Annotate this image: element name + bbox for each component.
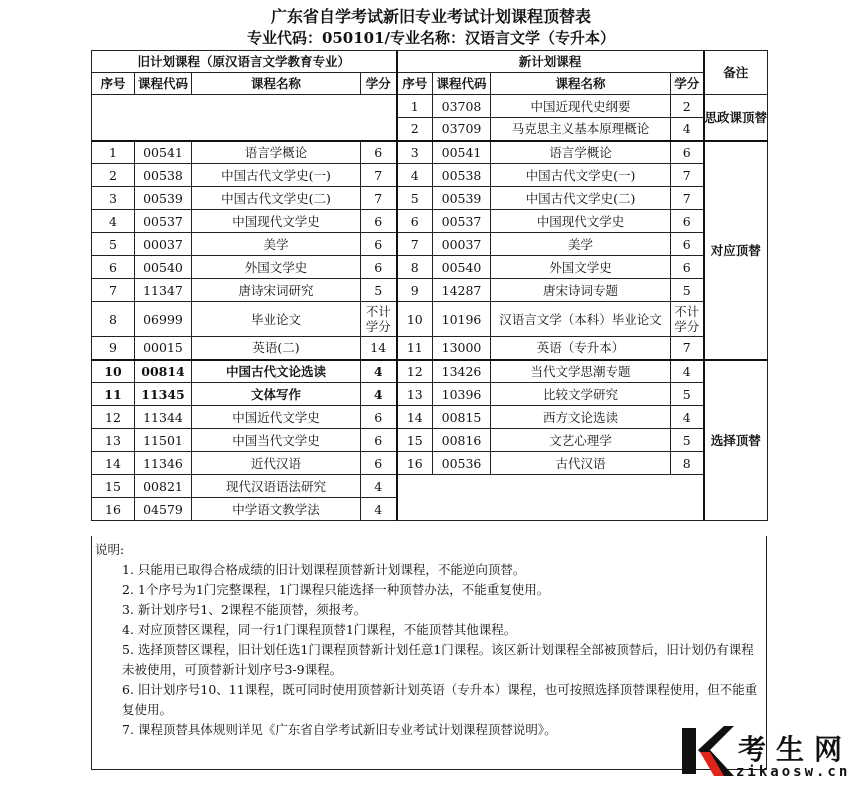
old-name-cell: 唐诗宋词研究: [192, 279, 361, 302]
new-seq-cell: 14: [397, 406, 433, 429]
remark-direct-cell: 对应顶替: [704, 141, 768, 360]
new-code-cell: 00538: [433, 164, 491, 187]
new-credit-cell: 5: [671, 383, 704, 406]
new-seq-cell: 9: [397, 279, 433, 302]
new-seq-cell: 10: [397, 302, 433, 337]
table-row: [92, 383, 768, 406]
note-item: 4. 对应顶替区课程，同一行1门课程顶替1门课程，不能顶替其他课程。: [122, 622, 517, 637]
old-name-cell: 中国当代文学史: [192, 429, 361, 452]
old-seq-cell: 15: [92, 475, 135, 498]
old-code-cell: 00538: [135, 164, 192, 187]
old-credit-cell: 7: [361, 187, 397, 210]
old-code-cell: 11501: [135, 429, 192, 452]
new-name-cell: 比较文学研究: [491, 383, 671, 406]
new-code-cell: 00541: [433, 141, 491, 164]
new-plan-header: 新计划课程: [397, 51, 704, 73]
table-row: [92, 187, 768, 210]
old-credit-cell: 6: [361, 256, 397, 279]
new-seq-cell: 6: [397, 210, 433, 233]
old-seq-cell: 11: [92, 383, 135, 406]
new-code-cell: 00539: [433, 187, 491, 210]
notes-label: 说明:: [95, 542, 125, 557]
old-plan-header: 旧计划课程（原汉语言文学教育专业）: [92, 51, 397, 73]
table-row: [92, 233, 768, 256]
note-item: 5. 选择顶替区课程，旧计划任选1门课程顶替新计划任意1门课程。该区新计划课程全部被顶替后，旧计划仍有课程未被使用，可顶替新计划序号3-9课程。: [122, 642, 754, 677]
new-name-cell: 中国古代文学史(一): [491, 164, 671, 187]
old-code-cell: 11344: [135, 406, 192, 429]
note-item: 6. 旧计划序号10、11课程，既可同时使用顶替新计划英语（专升本）课程，也可按照选择顶替课程使用，但不能重复使用。: [122, 682, 758, 717]
notes-section: [91, 536, 767, 770]
table-row: [92, 256, 768, 279]
old-credit-header: 学分: [361, 73, 397, 95]
new-name-cell: 汉语言文学（本科）毕业论文: [491, 302, 671, 337]
new-name-header: 课程名称: [491, 73, 671, 95]
new-seq-cell: 16: [397, 452, 433, 475]
old-credit-cell: 14: [361, 337, 397, 360]
new-code-cell: 14287: [433, 279, 491, 302]
old-credit-cell: 7: [361, 164, 397, 187]
new-credit-cell: 7: [671, 164, 704, 187]
new-credit-cell: 4: [671, 406, 704, 429]
old-name-header: 课程名称: [192, 73, 361, 95]
new-code-cell: 10396: [433, 383, 491, 406]
old-name-cell: 中学语文教学法: [192, 498, 361, 521]
old-seq-cell: 9: [92, 337, 135, 360]
old-credit-cell: 6: [361, 141, 397, 164]
new-name-cell: 美学: [491, 233, 671, 256]
new-name-cell: 马克思主义基本原理概论: [491, 118, 671, 141]
new-credit-cell: 5: [671, 429, 704, 452]
new-credit-cell: 8: [671, 452, 704, 475]
table-row: [92, 360, 768, 383]
old-seq-cell: 5: [92, 233, 135, 256]
table-row: [92, 141, 768, 164]
new-credit-cell: 6: [671, 233, 704, 256]
table-row: [92, 406, 768, 429]
new-seq-cell: 4: [397, 164, 433, 187]
new-credit-cell: 4: [671, 118, 704, 141]
new-code-cell: 03708: [433, 95, 491, 118]
remark-ideology-cell: 思政课顶替: [704, 95, 768, 141]
new-seq-cell: 5: [397, 187, 433, 210]
table-row: [92, 452, 768, 475]
table-row: [92, 210, 768, 233]
old-credit-cell: 4: [361, 475, 397, 498]
k-logo-icon: [680, 724, 734, 778]
new-seq-cell: 11: [397, 337, 433, 360]
old-seq-cell: 7: [92, 279, 135, 302]
old-credit-cell: 4: [361, 383, 397, 406]
old-name-cell: 中国古代文学史(一): [192, 164, 361, 187]
old-name-cell: 毕业论文: [192, 302, 361, 337]
old-seq-cell: 4: [92, 210, 135, 233]
old-code-cell: 11346: [135, 452, 192, 475]
new-code-cell: 00815: [433, 406, 491, 429]
new-seq-cell: 3: [397, 141, 433, 164]
new-code-cell: 00537: [433, 210, 491, 233]
logo-brand-text: 考生网: [738, 733, 853, 766]
old-seq-cell: 12: [92, 406, 135, 429]
old-seq-cell: 16: [92, 498, 135, 521]
new-name-cell: 古代汉语: [491, 452, 671, 475]
new-credit-cell: 4: [671, 360, 704, 383]
old-credit-cell: 6: [361, 210, 397, 233]
old-credit-cell: 不计学分: [361, 302, 397, 337]
old-name-cell: 中国古代文论选读: [192, 360, 361, 383]
table-row: [92, 279, 768, 302]
new-seq-cell: 12: [397, 360, 433, 383]
table-row: [92, 429, 768, 452]
new-code-cell: 10196: [433, 302, 491, 337]
new-seq-cell: 7: [397, 233, 433, 256]
old-name-cell: 近代汉语: [192, 452, 361, 475]
table-row: [92, 475, 768, 498]
note-item: 2. 1个序号为1门完整课程，1门课程只能选择一种顶替办法，不能重复使用。: [122, 582, 550, 597]
new-code-cell: 00536: [433, 452, 491, 475]
old-name-cell: 中国现代文学史: [192, 210, 361, 233]
new-seq-cell: 8: [397, 256, 433, 279]
old-seq-cell: 13: [92, 429, 135, 452]
old-code-cell: 00537: [135, 210, 192, 233]
new-credit-cell: 6: [671, 141, 704, 164]
old-code-cell: 04579: [135, 498, 192, 521]
old-credit-cell: 5: [361, 279, 397, 302]
table-row: [92, 164, 768, 187]
new-name-cell: 语言学概论: [491, 141, 671, 164]
new-name-cell: 当代文学思潮专题: [491, 360, 671, 383]
note-item: 7. 课程顶替具体规则详见《广东省自学考试新旧专业考试计划课程顶替说明》。: [122, 722, 557, 737]
old-seq-cell: 6: [92, 256, 135, 279]
old-code-cell: 00015: [135, 337, 192, 360]
old-code-cell: 00821: [135, 475, 192, 498]
new-code-cell: 13426: [433, 360, 491, 383]
old-name-cell: 语言学概论: [192, 141, 361, 164]
empty-new-cell: [397, 475, 704, 521]
table-row: [92, 337, 768, 360]
old-code-cell: 00539: [135, 187, 192, 210]
new-seq-cell: 2: [397, 118, 433, 141]
old-credit-cell: 6: [361, 452, 397, 475]
new-credit-cell: 2: [671, 95, 704, 118]
old-name-cell: 中国近代文学史: [192, 406, 361, 429]
page-subtitle: 专业代码：050101/专业名称：汉语言文学（专升本）: [246, 29, 616, 47]
old-code-cell: 00814: [135, 360, 192, 383]
new-name-cell: 唐宋诗词专题: [491, 279, 671, 302]
old-name-cell: 文体写作: [192, 383, 361, 406]
new-name-cell: 西方文论选读: [491, 406, 671, 429]
old-credit-cell: 6: [361, 233, 397, 256]
new-name-cell: 外国文学史: [491, 256, 671, 279]
new-code-cell: 00540: [433, 256, 491, 279]
new-seq-cell: 1: [397, 95, 433, 118]
old-name-cell: 美学: [192, 233, 361, 256]
note-item: 3. 新计划序号1、2课程不能顶替，须报考。: [122, 602, 367, 617]
old-credit-cell: 6: [361, 429, 397, 452]
remark-select-cell: 选择顶替: [704, 360, 768, 521]
notes-list: [92, 560, 766, 740]
old-code-cell: 00540: [135, 256, 192, 279]
new-code-cell: 03709: [433, 118, 491, 141]
old-code-cell: 00037: [135, 233, 192, 256]
substitution-table: [91, 50, 768, 521]
old-seq-cell: 8: [92, 302, 135, 337]
new-credit-cell: 6: [671, 256, 704, 279]
old-seq-cell: 10: [92, 360, 135, 383]
note-item: 1. 只能用已取得合格成绩的旧计划课程顶替新计划课程，不能逆向顶替。: [122, 562, 526, 577]
new-code-cell: 13000: [433, 337, 491, 360]
old-credit-cell: 4: [361, 360, 397, 383]
page-title: 广东省自学考试新旧专业考试计划课程顶替表: [270, 7, 591, 26]
new-credit-cell: 不计学分: [671, 302, 704, 337]
old-seq-header: 序号: [92, 73, 135, 95]
old-name-cell: 中国古代文学史(二): [192, 187, 361, 210]
table-row: [92, 302, 768, 337]
new-code-header: 课程代码: [433, 73, 491, 95]
new-seq-cell: 13: [397, 383, 433, 406]
old-name-cell: 英语(二): [192, 337, 361, 360]
old-name-cell: 外国文学史: [192, 256, 361, 279]
old-seq-cell: 14: [92, 452, 135, 475]
remark-header: 备注: [704, 51, 768, 95]
new-code-cell: 00816: [433, 429, 491, 452]
new-seq-cell: 15: [397, 429, 433, 452]
new-name-cell: 中国古代文学史(二): [491, 187, 671, 210]
logo-url-text: zikaosw.cn: [736, 764, 851, 780]
old-code-cell: 06999: [135, 302, 192, 337]
old-code-cell: 11347: [135, 279, 192, 302]
old-seq-cell: 1: [92, 141, 135, 164]
new-code-cell: 00037: [433, 233, 491, 256]
site-logo: [676, 724, 856, 786]
new-name-cell: 中国现代文学史: [491, 210, 671, 233]
new-name-cell: 文艺心理学: [491, 429, 671, 452]
new-credit-cell: 6: [671, 210, 704, 233]
new-credit-cell: 7: [671, 337, 704, 360]
new-credit-header: 学分: [671, 73, 704, 95]
old-credit-cell: 6: [361, 406, 397, 429]
new-name-cell: 英语（专升本）: [491, 337, 671, 360]
old-code-cell: 00541: [135, 141, 192, 164]
new-name-cell: 中国近现代史纲要: [491, 95, 671, 118]
old-code-cell: 11345: [135, 383, 192, 406]
new-seq-header: 序号: [397, 73, 433, 95]
new-credit-cell: 5: [671, 279, 704, 302]
old-seq-cell: 3: [92, 187, 135, 210]
empty-old-cell: [92, 95, 397, 141]
old-credit-cell: 4: [361, 498, 397, 521]
new-credit-cell: 7: [671, 187, 704, 210]
old-seq-cell: 2: [92, 164, 135, 187]
old-code-header: 课程代码: [135, 73, 192, 95]
old-name-cell: 现代汉语语法研究: [192, 475, 361, 498]
table-row: [92, 95, 768, 118]
